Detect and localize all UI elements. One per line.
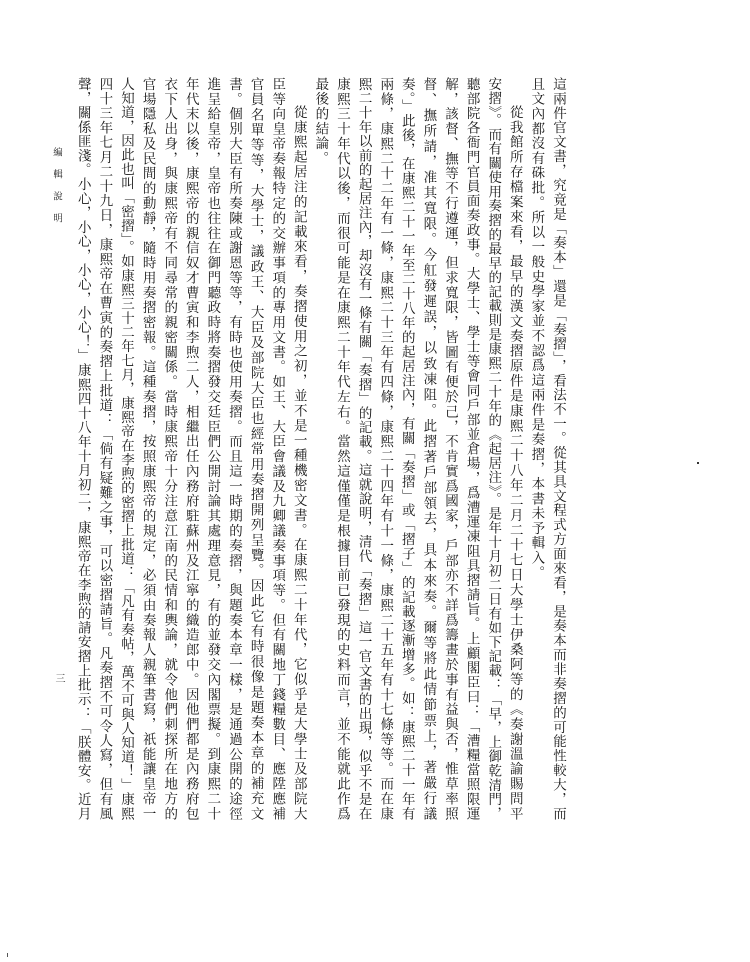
text-line: 四十三年七月二十九日，康熙帝在曹寅的奏摺上批道：「倘有疑難之事，可以密摺請旨。凡奏摺不可令人寫，但有風 xyxy=(96,77,113,820)
text-line: 熙二十年以前的起居注內，却沒有一條有關「奏摺」的記載。這就說明，清代「奏摺」這一官文書的出現，似乎不是在 xyxy=(355,77,372,820)
text-line: 官場隱私及民間的動靜，隨時用奏摺密報。這種奏摺，按照康熙帝的規定，必須由奏報人親筆書寫，祇能讓皇帝一 xyxy=(139,77,156,820)
text-line: 官員名單等等，大學士，議政王、大臣及部院大臣也經常用奏摺開列呈覽。因此它有時很像是題奏本章的補充文 xyxy=(247,77,264,820)
text-line: 且文內都沒有硃批。所以一般史學家並不認爲這兩件是奏摺，本書未予輯入。 xyxy=(528,77,545,581)
text-line: 兩條，康熙二十二年有一條，康熙二十三年有四條，康熙二十四年有十一條，康熙二十五年有十七條等等。而在康 xyxy=(377,77,394,820)
scan-speck xyxy=(697,462,699,464)
text-line: 解，該督、撫等不行遵運，但求寬限，皆圖有便於己，不肯實爲國家，戶部亦不詳爲籌畫於事有益與否，惟草率照 xyxy=(442,77,458,820)
text-line: 人知道，因此也叫「密摺」。如康熙三十二年七月，康熙帝在李煦的密摺上批道：「凡有奏帖，萬不可與人知道！」康熙 xyxy=(118,77,134,820)
running-head: 編輯說明 xyxy=(51,147,62,235)
text-line: 最後的結論。 xyxy=(312,77,329,166)
text-line: 督、撫所請，准其寬限。今舡發遲誤，以致凍阻。此摺著戶部領去，具本來奏。爾等將此情節票上，著嚴行議 xyxy=(420,77,437,820)
text-line: 年代末以後，康熙帝的親信奴才曹寅和李煦二人，相繼出任內務府駐蘇州及江寧的織造郎中。因他們都是內務府包 xyxy=(182,77,199,820)
text-line: 從我館所存檔案來看，最早的漢文奏摺原件是康熙二十八年二月二十七日大學士伊桑阿等的《奏謝溫諭賜問平 xyxy=(506,105,523,820)
text-line: 進呈給皇帝，皇帝也往往在御門聽政時將奏摺發交廷臣們公開討論其處理意見，有的並發交內閣票擬。到康熙二十 xyxy=(204,77,221,820)
scan-speck xyxy=(7,953,8,957)
text-line: 這兩件官文書，究竟是「奏本」還是「奏摺」，看法不一。從其具文程式方面來看，是奏本而非奏摺的可能性較大，而 xyxy=(550,77,566,820)
text-line: 聽部院各衙門官員面奏政事。大學士、學士等會同戶部並倉場，爲漕運凍阻具摺請旨。上顧閣臣曰：「漕糧當照限運 xyxy=(463,77,480,820)
text-line: 安摺》。而有關使用奏摺的最早的記載則是康熙二十年的《起居注》。是年十月初二日有如下記載：「早，上御乾清門， xyxy=(485,77,502,820)
text-line: 康熙三十年代以後，而很可能是在康熙二十年代左右。當然這僅僅是根據目前已發現的史料而言，並不能就此作爲 xyxy=(334,77,350,820)
text-line: 衣下人出身，與康熙帝有不同尋常的親密關係。當時康熙帝十分注意江南的民情和輿論，就令他們刺探所在地方的 xyxy=(161,77,178,820)
text-line: 書。個別大臣有所奏陳或謝恩等等，有時也使用奏摺。而且這一時期的奏摺，與題奏本章一樣，是通過公開的途徑 xyxy=(226,77,242,820)
page-number: 三 xyxy=(53,673,64,683)
text-line: 從康熙起居注的記載來看，奏摺使用之初，並不是一種機密文書。在康熙二十年代，它似乎是大學士及部院大 xyxy=(290,105,307,820)
text-line: 臣等向皇帝奏報特定的交辦事項的專用文書。如王、大臣會議及九卿議奏事項等。但有關地丁錢糧數目、應陞應補 xyxy=(269,77,286,820)
text-line: 奏。」此後，在康熙二十一年至二十八年的起居注內，有關「奏摺」或「摺子」的記載逐漸增多。如：康熙二十一年有 xyxy=(398,77,415,820)
text-line: 聲，關係匪淺。小心，小心，小心，小心！」康熙四十八年十月初二，康熙帝在李煦的請安摺上批示：「朕體安。近月 xyxy=(74,77,91,820)
